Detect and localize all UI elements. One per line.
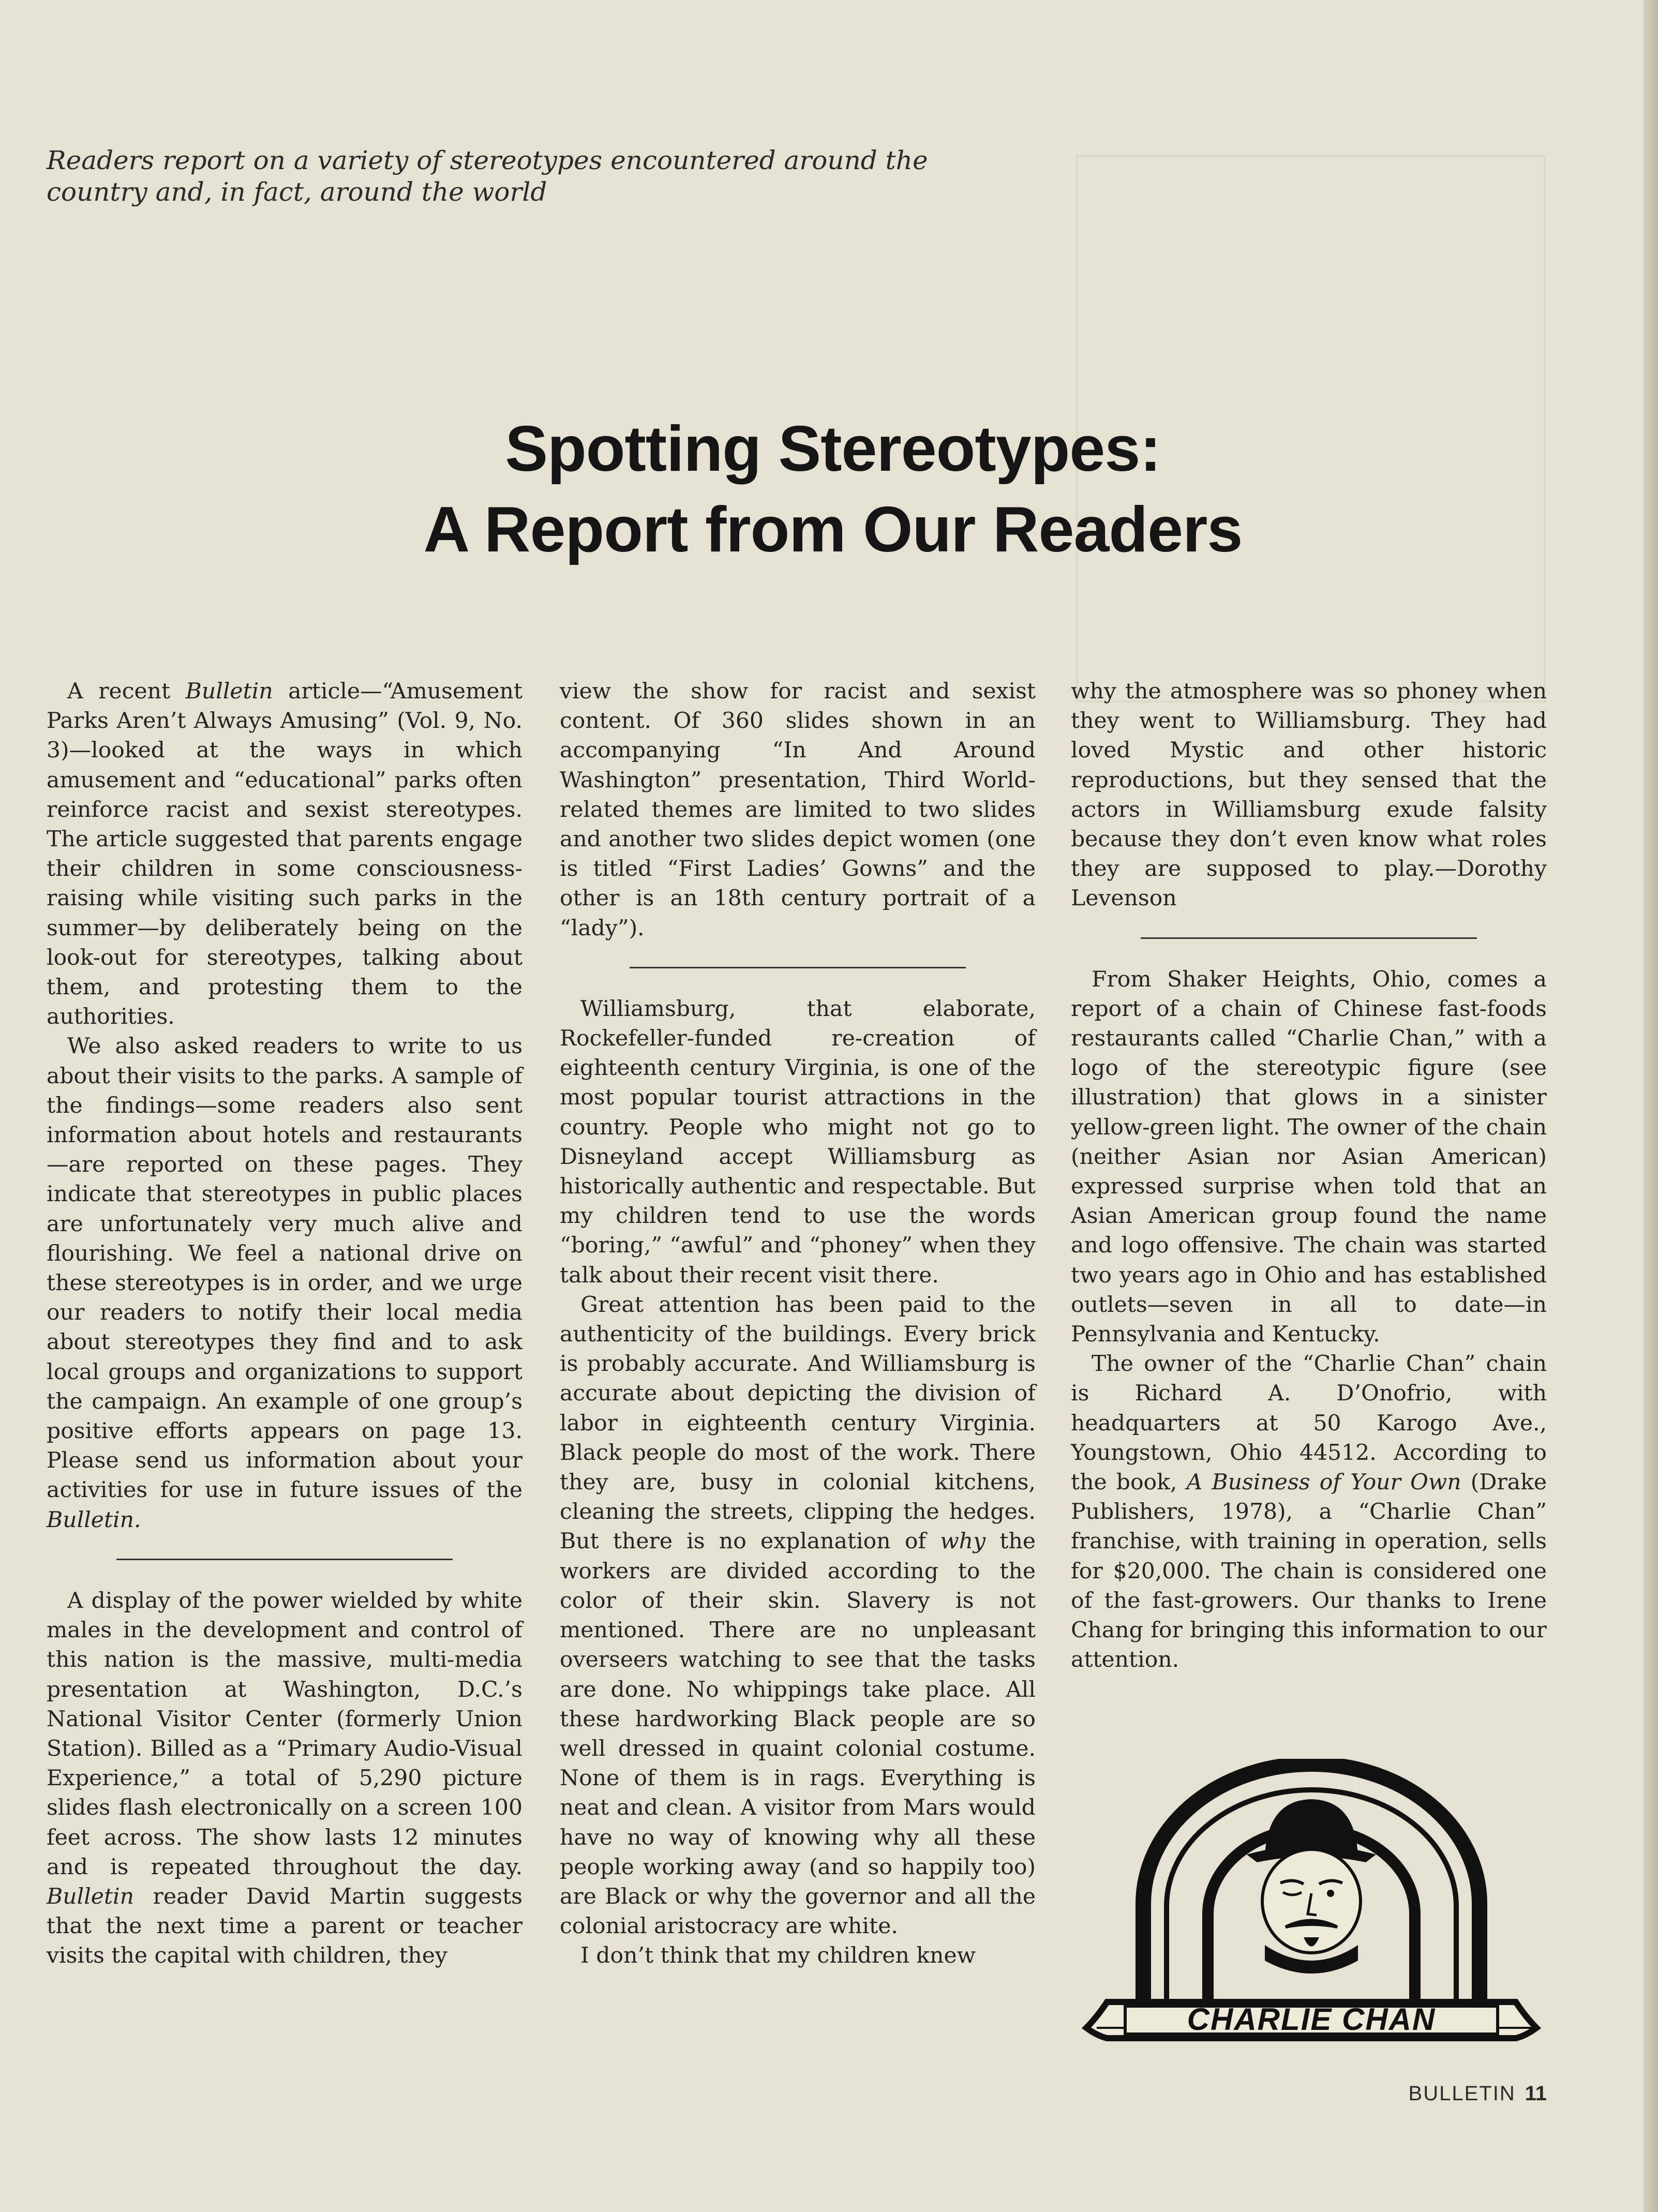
- paragraph: Great attention has been paid to the authenticity of the buildings. Every brick is probably accurate. And Williamsburg is accurate about depicting the division of labor in eighteenth century Virginia. Black people do most of the work. There they are, busy in colonial kitchens, cleaning the streets, clipping the hedges. But there is no explanation of why the workers are divided according to the color of their skin. Slavery is not mentioned. There are no unpleasant overseers watching to see that the tasks are done. No whippings take place. All these hardworking Black people are so well dressed in quaint colonial costume. None of them is in rags. Everything is neat and clean. A visitor from Mars would have no way of knowing why all these people working away (and so happily too) are Black or why the governor and all the colonial aristocracy are white.: [560, 1292, 1036, 1939]
- title-line-2: A Report from Our Readers: [423, 494, 1243, 565]
- page-footer: [1381, 2082, 1547, 2105]
- figure-face-icon: [1247, 1799, 1376, 1974]
- charlie-chan-logo: [1076, 1759, 1547, 2049]
- column-3: [1071, 677, 1547, 1675]
- paragraph: view the show for racist and sexist content. Of 360 slides shown in an accompanying “In And Around Washington” presentation, Third World-related themes are limited to two slides and another two slides depict women (one is titled “First Ladies’ Gowns” and the other is an 18th century portrait of a “lady”).: [560, 679, 1036, 941]
- article-title: [155, 409, 1511, 570]
- deck-text: Readers report on a variety of stereotypes encountered around the country and, in fact, around the world: [47, 145, 928, 207]
- paragraph: A display of the power wielded by white males in the development and control of this nation is the massive, multi-media presentation at Washington, D.C.’s National Visitor Center (formerly Union Station). Billed as a “Primary Audio-Visual Experience,” a total of 5,290 picture slides flash electronically on a screen 100 feet across. The show lasts 12 minutes and is repeated throughout the day. Bulletin reader David Martin suggests that the next time a parent or teacher visits the capital with children, they: [47, 1588, 522, 1969]
- page-number: 11: [1525, 2082, 1547, 2105]
- column-1: [47, 677, 522, 1971]
- paragraph: why the atmosphere was so phoney when they went to Williamsburg. They had loved Mystic and other historic reproductions, but they sensed that the actors in Williamsburg exude falsity because they don’t even know what roles they are supposed to play.—Dorothy Levenson: [1071, 679, 1547, 911]
- column-2: [560, 677, 1036, 1971]
- title-line-1: Spotting Stereotypes:: [505, 413, 1161, 485]
- paragraph: A recent Bulletin article—“Amusement Parks Aren’t Always Amusing” (Vol. 9, No. 3)—looked at the ways in which amusement and “educational” parks often reinforce racist and sexist stereotypes. The article suggested that parents engage their children in some consciousness-raising while visiting such parks in the summer—by deliberately being on the look-out for stereotypes, talking about them, and protesting them to the authorities.: [47, 679, 522, 1030]
- paragraph: From Shaker Heights, Ohio, comes a report of a chain of Chinese fast-foods restaurants called “Charlie Chan,” with a logo of the stereotypic figure (see illustration) that glows in a sinister yellow-green light. The owner of the chain (neither Asian nor Asian American) expressed surprise when told that an Asian American group found the name and logo offensive. The chain was started two years ago in Ohio and has established outlets—seven in all to date—in Pennsylvania and Kentucky.: [1071, 966, 1547, 1348]
- paragraph: I don’t think that my children knew: [580, 1943, 976, 1969]
- footer-label: BULLETIN: [1408, 2082, 1516, 2105]
- page-edge: [1644, 0, 1658, 2212]
- logo-text: CHARLIE CHAN: [1187, 2002, 1436, 2037]
- section-divider: [116, 1559, 453, 1560]
- paragraph: Williamsburg, that elaborate, Rockefeller-funded re-creation of eighteenth century Virginia, is one of the most popular tourist attractions in the country. People who might not go to Disneyland accept Williamsburg as historically authentic and respectable. But my children tend to use the words “boring,” “awful” and “phoney” when they talk about their recent visit there.: [560, 996, 1036, 1288]
- paragraph: We also asked readers to write to us about their visits to the parks. A sample of the findings—some readers also sent information about hotels and restaurants—are reported on these pages. They indicate that stereotypes in public places are unfortunately very much alive and flourishing. We feel a national drive on these stereotypes is in order, and we urge our readers to notify their local media about stereotypes they find and to ask local groups and organizations to support the campaign. An example of one group’s positive efforts appears on page 13. Please send us information about your activities for use in future issues of the Bulletin.: [47, 1034, 522, 1533]
- section-divider: [630, 967, 966, 968]
- paragraph: The owner of the “Charlie Chan” chain is Richard A. D’Onofrio, with headquarters at 50 Karogo Ave., Youngstown, Ohio 44512. According to the book, A Business of Your Own (Drake Publishers, 1978), a “Charlie Chan” franchise, with training in operation, sells for $20,000. The chain is considered one of the fast-growers. Our thanks to Irene Chang for bringing this information to our attention.: [1071, 1351, 1547, 1673]
- section-divider: [1141, 937, 1477, 939]
